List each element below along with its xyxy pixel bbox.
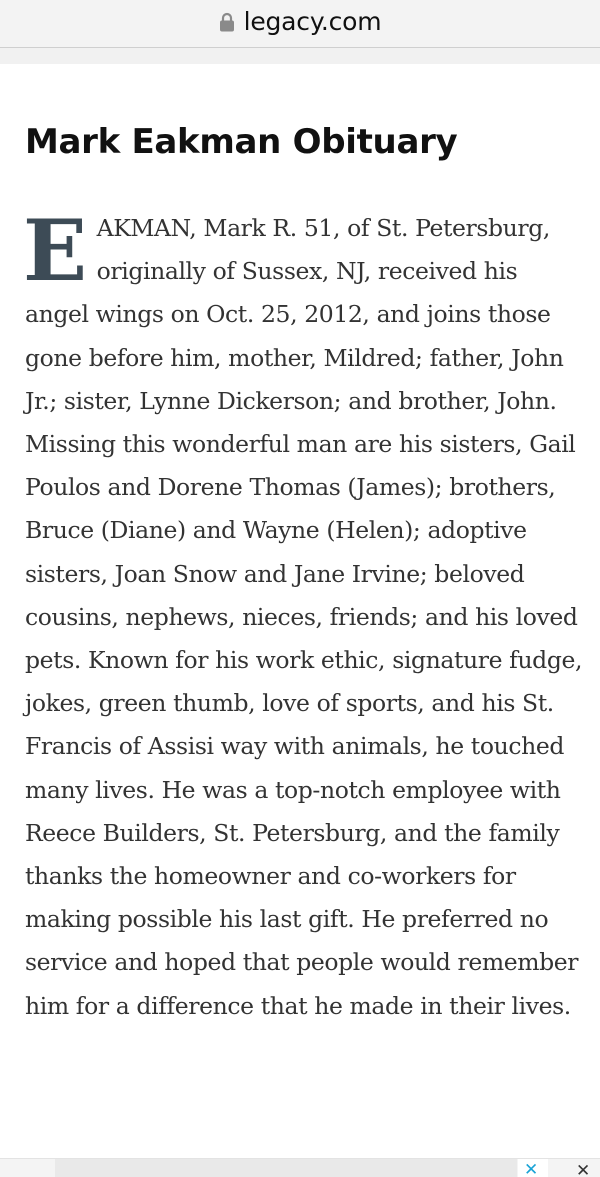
page-title: Mark Eakman Obituary [25,122,458,162]
close-icon[interactable]: ✕ [576,1161,591,1177]
ad-banner[interactable] [55,1159,517,1177]
obituary-body: AKMAN, Mark R. 51, of St. Petersburg, originally of Sussex, NJ, received his angel wings on Oct. 25, 2012, and joins those gone before him, mother, Mildred; father, John Jr.; sister, Lynne Dickerson; and brother, John. Missing this wonderful man are his sisters, Gail Poulos and Dorene Thomas (James); brothers, Bruce (Diane) and Wayne (Helen); adoptive sisters, Joan Snow and Jane Irvine; beloved cousins, nephews, nieces, friends; and his loved pets. Known for his work ethic, signature fudge, jokes, green thumb, love of sports, and his St. Francis of Assisi way with animals, he touched many lives. He was a top-notch employee with Reece Builders, St. Petersburg, and the family thanks the homeowner and co-workers for making possible his last gift. He preferred no service and hoped that people would remember him for a difference that he made in their lives. [25,214,583,1020]
browser-address-bar[interactable] [0,0,600,48]
drop-cap: E [23,201,87,300]
address-display[interactable] [219,7,382,36]
page-top-band [0,48,600,64]
url-text[interactable]: legacy.com [243,7,382,36]
obituary-text [23,201,585,1028]
lock-icon [219,12,235,32]
ad-close-icon[interactable]: ✕ [524,1160,539,1177]
